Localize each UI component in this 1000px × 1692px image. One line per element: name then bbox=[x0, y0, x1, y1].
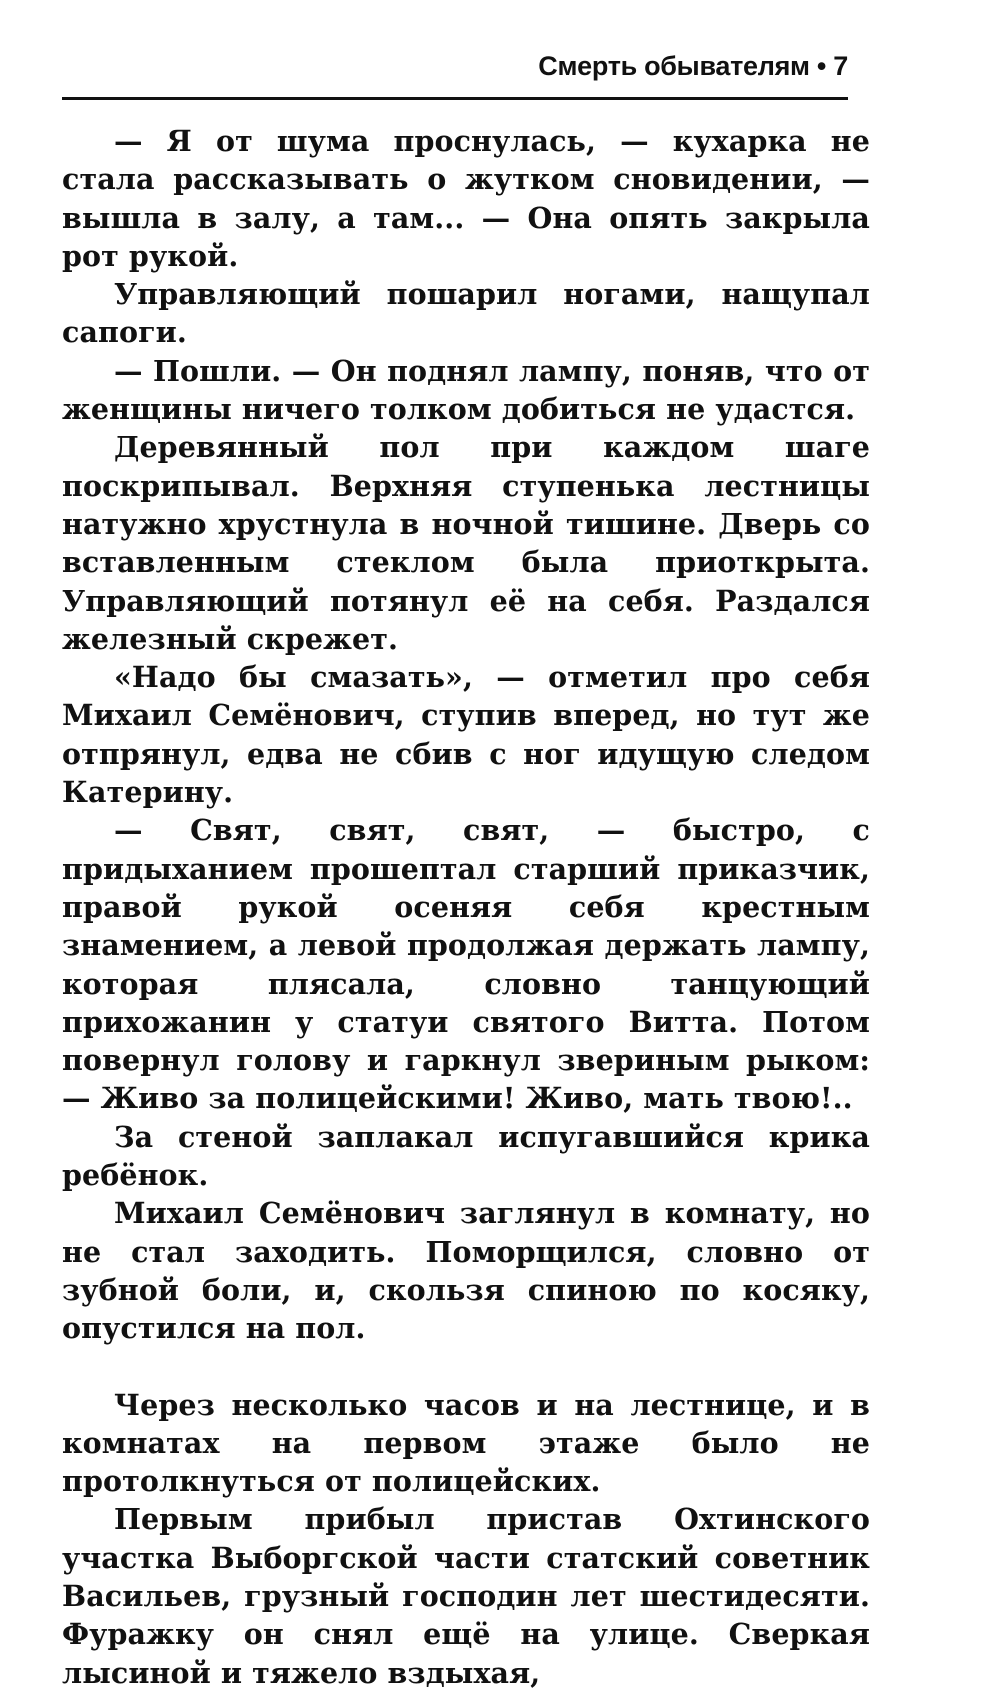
paragraph: Деревянный пол при каждом шаге поскрипывал. Верхняя ступенька лестницы натужно хрустнула в ночной тишине. Дверь со вставленным стеклом была приоткрыта. Управляющий потянул её на себя. Раздался железный скрежет. bbox=[62, 430, 870, 656]
paragraph: «Надо бы смазать», — отметил про себя Михаил Семёнович, ступив вперед, но тут же отпрянул, едва не сбив с ног идущую следом Катерину. bbox=[62, 660, 870, 810]
running-header bbox=[62, 46, 848, 100]
paragraph: Через несколько часов и на лестнице, и в комнатах на первом этаже было не протолкнуться от полицейских. bbox=[62, 1387, 870, 1499]
paragraph: За стеной заплакал испугавшийся крика ребёнок. bbox=[62, 1119, 870, 1193]
page-body bbox=[62, 122, 870, 1692]
paragraph: Управляющий пошарил ногами, нащупал сапоги. bbox=[62, 277, 870, 350]
paragraph: Михаил Семёнович заглянул в комнату, но не стал заходить. Поморщился, словно от зубной боли, и, скользя спиною по косяку, опустился на пол. bbox=[62, 1196, 870, 1346]
paragraph: — Я от шума проснулась, — кухарка не стала рассказывать о жутком сновидении, — вышла в залу, а там... — Она опять закрыла рот рукой. bbox=[62, 124, 870, 273]
paragraph: Первым прибыл пристав Охтинского участка Выборгской части статский советник Васильев, грузный господин лет шестидесяти. Фуражку он снял ещё на улице. Сверкая лысиной и тяжело вздыхая, bbox=[62, 1502, 870, 1690]
paragraph: — Пошли. — Он поднял лампу, поняв, что от женщины ничего толком добиться не удастся. bbox=[62, 353, 870, 427]
paragraph: — Свят, свят, свят, — быстро, с придыханием прошептал старший приказчик, правой рукой осеняя себя крестным знамением, а левой продолжая держать лампу, которая плясала, словно танцующий прихожанин у статуи святого Витта. Потом повернул голову и гаркнул звериным рыком: — Живо за полицейскими! Живо, мать твою!.. bbox=[62, 813, 870, 1116]
running-title: Смерть обывателям • 7 bbox=[538, 51, 848, 81]
section-break bbox=[62, 1348, 870, 1386]
